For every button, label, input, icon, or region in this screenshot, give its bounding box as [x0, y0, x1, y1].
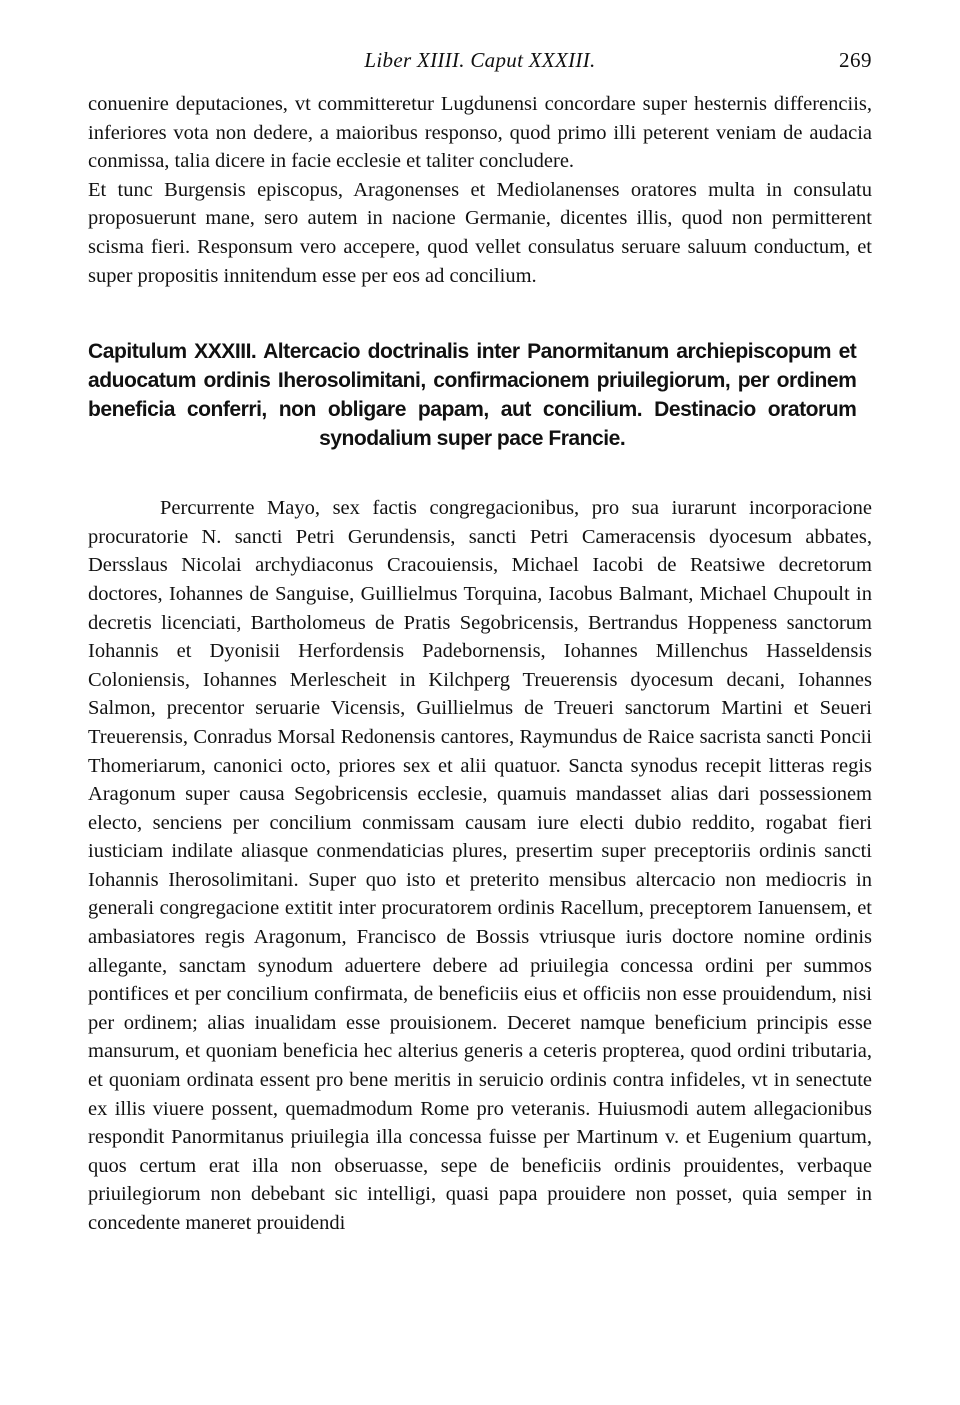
- chapter-heading: Capitulum XXXIII. Altercacio doctrinalis inter Panormitanum archiepiscopum et aduocatum ordinis Iherosolimitani, confirmacionem priuilegiorum, per ordinem beneficia conferri, non obligare papam, aut concilium. Destinacio oratorum synodalium super pace Francie.: [88, 339, 857, 451]
- running-head: [88, 44, 872, 76]
- book-page: [88, 44, 872, 1238]
- paragraph-burgensis: Et tunc Burgensis episcopus, Aragonenses et Mediolanenses oratores multa in consulatu proposuerunt mane, sero autem in nacione Germanie, dicentes illis, quod non permitterent scisma fieri. Responsum vero accepere, quod vellet consulatus seruare saluum conductum, et super propositis innitendum esse per eos ad concilium.: [88, 178, 872, 287]
- paragraph-continuation: conuenire deputaciones, vt committeretur Lugdunensi concordare super hesternis differenciis, inferiores vota non dedere, a maioribus responso, quod primo illi peterent veniam de audacia conmissa, talia dicere in facie ecclesie et taliter concludere.: [88, 93, 872, 173]
- paragraph-percurrente-mayo: Percurrente Mayo, sex factis congregacionibus, pro sua iurarunt incorporacione procuratorie N. sancti Petri Gerundensis, sancti Petri Cameracensis dyocesum abbates, Dersslaus Nicolai archydiaconus Cracouiensis, Michael Iacobi de Reatsiwe decretorum doctores, Iohannes de Sanguise, Guillielmus Torquina, Iacobus Balmant, Michael Chupoult in decretis licenciati, Bartholomeus de Pratis Segobricensis, Bertrandus Hoppeness sanctorum Iohannis et Dyonisii Herfordensis Padebornensis, Iohannes Millenchus Hasseldensis Coloniensis, Iohannes Merlescheit in Kilchperg Treuerensis dyocesum decani, Iohannes Salmon, precentor seruarie Vicensis, Guillielmus de Treueri sanctorum Martini et Seueri Treuerensis, Conradus Morsal Redonensis cantores, Raymundus de Raice sacrista sancti Poncii Thomeriarum, canonici octo, priores sex et alii quatuor. Sancta synodus recepit litteras regis Aragonum super causa Segobricensis ecclesie, quamuis mandasset alias dari possessionem electo, senciens per concilium conmissam causam iure electi dubio reddito, rogabat fieri iusticiam indilate aliasque conmendaticias plures, presertim super preceptoriis ordinis sancti Iohannis Iherosolimitani. Super quo isto et preterito mensibus altercacio non mediocris in generali congregacione extitit inter procuratorem ordinis Racellum, preceptorem Ianuensem, et ambasiatores regis Aragonum, Francisco de Bossis vtriusque iuris doctore nomine ordinis allegante, sanctam synodum aduertere debere ad priuilegia concessa ordini per summos pontifices et per concilium confirmata, de beneficiis eius et officiis non esse prouidendum, nisi per ordinem; alias inualidam esse prouisionem. Deceret namque beneficium principis esse mansurum, et quoniam beneficia hec alterius generis a ceteris propterea, quod ordini tributaria, et quoniam ordinata essent pro bene meritis in seruicio ordinis contra infideles, vt in senectute ex illis viuere possent, quemadmodum Rome pro veteranis. Huiusmodi autem allegacionibus respondit Panormitanus priuilegia illa concessa fuisse per Martinum v. et Eugenium quartum, quos certum erat illa non obseruasse, sepe de beneficiis ordinis prouidentes, verbaque priuilegiorum non debebant sic intelligi, quasi papa prouidere non posset, quia semper in concedente maneret prouidendi: [88, 497, 872, 1234]
- running-title: Liber XIIII. Caput XXXIII.: [364, 48, 596, 72]
- page-number: 269: [839, 48, 872, 72]
